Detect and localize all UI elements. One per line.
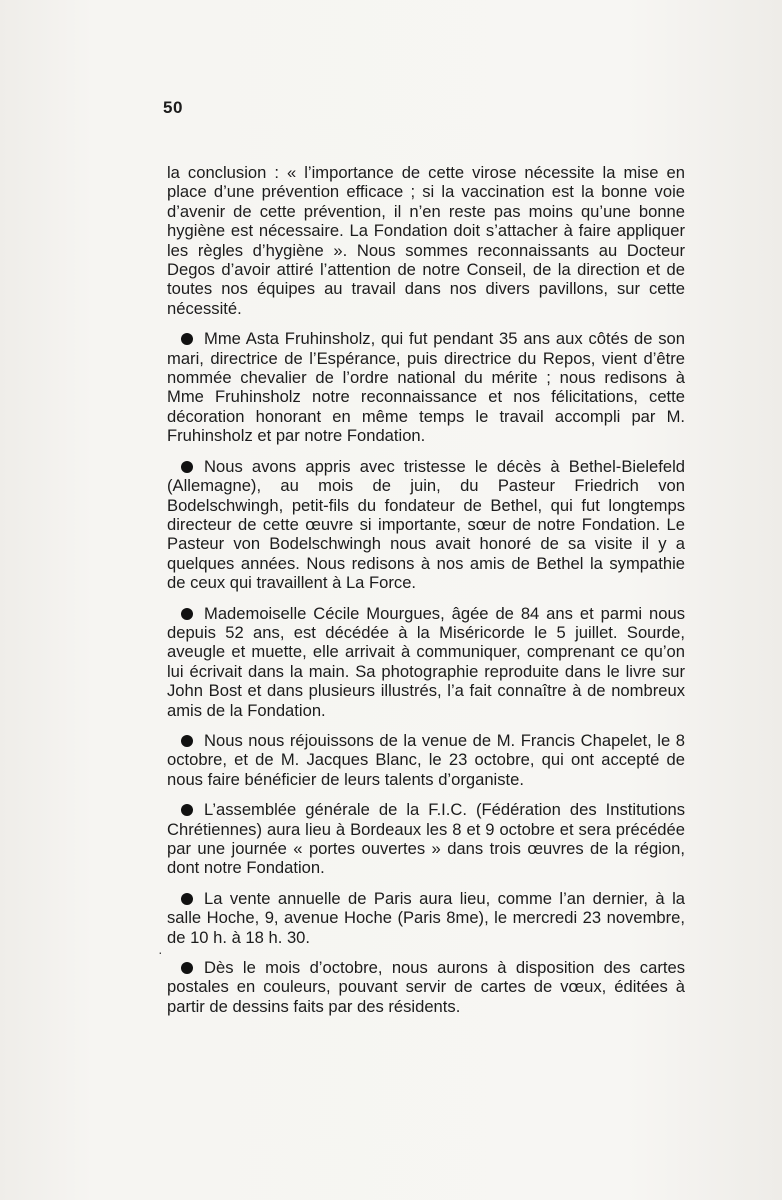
bullet-icon	[181, 804, 193, 816]
paragraph-text: Mme Asta Fruhinsholz, qui fut pendant 35 ans aux côtés de son mari, directrice de l’Espérance, puis directrice du Repos, vient d’être nommée chevalier de l’ordre national du mérite ; nous redisons à Mme Fruhinsholz notre reconnaissance et nos félicitations, cette décoration honorant en même temps le travail accompli par M. Fruhinsholz et par notre Fondation.	[167, 329, 685, 446]
paragraph-text: Nous avons appris avec tristesse le décès à Bethel-Bielefeld (Allemagne), au mois de juin, du Pasteur Friedrich von Bodelschwingh, petit-fils du fondateur de Bethel, qui fut longtemps directeur de cette œuvre si importante, sœur de notre Fondation. Le Pasteur von Bodelschwingh nous avait honoré de sa visite il y a quelques années. Nous redisons à nos amis de Bethel la sympathie de ceux qui travaillent à La Force.	[167, 456, 685, 593]
stray-mark: ·	[158, 944, 163, 960]
bullet-icon	[181, 735, 193, 747]
paragraph-text: Nous nous réjouissons de la venue de M. Francis Chapelet, le 8 octobre, et de M. Jacques Blanc, le 23 octobre, qui ont accepté de nous faire bénéficier de leurs talents d’organiste.	[167, 730, 685, 789]
paragraph-fic	[167, 800, 685, 878]
bullet-icon	[181, 962, 193, 974]
page-number: 50	[163, 98, 183, 117]
paragraph-text: La vente annuelle de Paris aura lieu, comme l’an dernier, à la salle Hoche, 9, avenue Hoche (Paris 8me), le mercredi 23 novembre, de 10 h. à 18 h. 30.	[167, 888, 685, 947]
paragraph-cartes	[167, 958, 685, 1016]
bullet-icon	[181, 608, 193, 620]
paragraph-text: Mademoiselle Cécile Mourgues, âgée de 84 ans et parmi nous depuis 52 ans, est décédée à la Miséricorde le 5 juillet. Sourde, aveugle et muette, elle arrivait à communiquer, comprenant ce qu’on lui écrivait dans la main. Sa photographie reproduite dans le livre sur John Bost et dans plusieurs illustrés, l’a fait connaître à de nombreux amis de la Fondation.	[167, 603, 685, 720]
paragraph-bodelschwingh	[167, 457, 685, 593]
bullet-icon	[181, 333, 193, 345]
paragraph-organistes	[167, 731, 685, 789]
paragraph-mourgues	[167, 604, 685, 720]
paragraph-text: L’assemblée générale de la F.I.C. (Fédération des Institutions Chrétiennes) aura lieu à Bordeaux les 8 et 9 octobre et sera précédée par une journée « portes ouvertes » dans trois œuvres de la région, dont notre Fondation.	[167, 800, 685, 878]
paragraph-conclusion: la conclusion : « l’importance de cette virose nécessite la mise en place d’une prévention efficace ; si la vaccination est la bonne voie d’avenir de cette prévention, il n’en reste pas moins qu’une bonne hygiène est nécessaire. La Fondation doit s’attacher à faire appliquer les règles d’hygiène ». Nous sommes reconnaissants au Docteur Degos d’avoir attiré l’attention de notre Conseil, de la direction et de toutes nos équipes au travail dans nos divers pavillons, sur cette nécessité.	[167, 163, 685, 318]
bullet-icon	[181, 893, 193, 905]
paragraph-vente	[167, 889, 685, 947]
body-text	[167, 163, 685, 1027]
paragraph-fruhinsholz	[167, 329, 685, 445]
paragraph-text: Dès le mois d’octobre, nous aurons à disposition des cartes postales en couleurs, pouvant servir de cartes de vœux, éditées à partir de dessins faits par des résidents.	[167, 958, 685, 1016]
bullet-icon	[181, 461, 193, 473]
